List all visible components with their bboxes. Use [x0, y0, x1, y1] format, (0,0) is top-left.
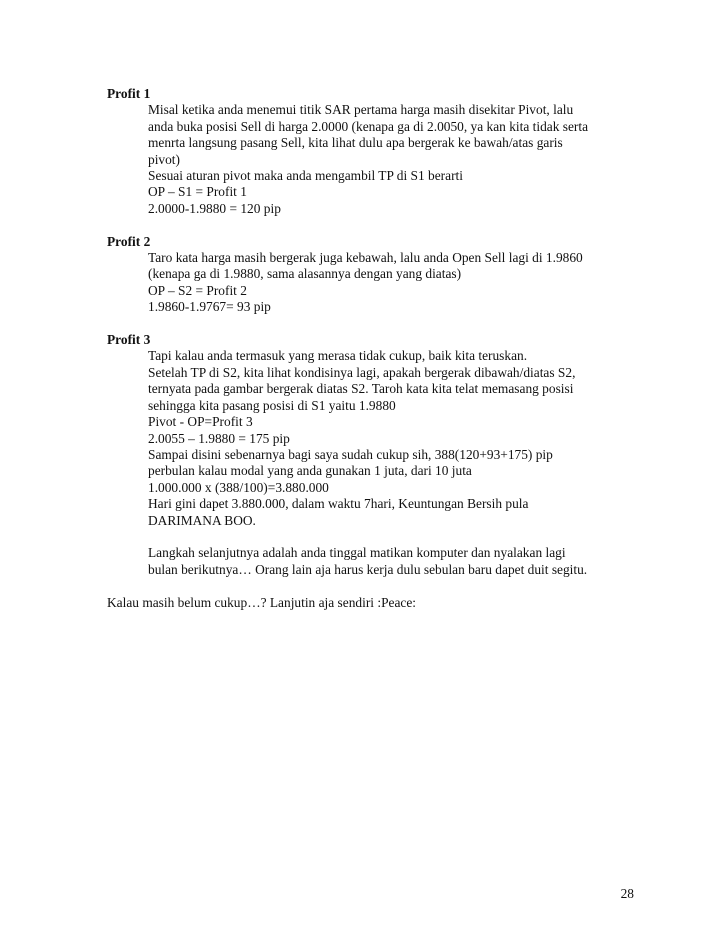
- text-line: Setelah TP di S2, kita lihat kondisinya lagi, apakah bergerak dibawah/diatas S2,: [148, 364, 576, 380]
- section-heading: Profit 3: [107, 332, 151, 348]
- text-line: menrta langsung pasang Sell, kita lihat dulu apa bergerak ke bawah/atas garis: [148, 135, 563, 151]
- result-line: 1.9860-1.9767= 93 pip: [148, 299, 271, 315]
- section-profit-2: [107, 234, 687, 316]
- result-line: 2.0055 – 1.9880 = 175 pip: [148, 430, 290, 446]
- text-line: sehingga kita pasang posisi di S1 yaitu 1.9880: [148, 397, 396, 413]
- section-profit-3: [107, 332, 687, 578]
- formula-line: OP – S1 = Profit 1: [148, 184, 247, 200]
- text-line: (kenapa ga di 1.9880, sama alasannya dengan yang diatas): [148, 266, 462, 282]
- text-line: perbulan kalau modal yang anda gunakan 1 juta, dari 10 juta: [148, 463, 472, 479]
- text-line: DARIMANA BOO.: [148, 512, 256, 528]
- text-line: ternyata pada gambar bergerak diatas S2. Taroh kata kita telat memasang posisi: [148, 381, 574, 397]
- section-heading: Profit 1: [107, 86, 151, 101]
- formula-line: OP – S2 = Profit 2: [148, 282, 247, 298]
- page-number: 28: [620, 886, 634, 901]
- closing-line: Kalau masih belum cukup…? Lanjutin aja sendiri :Peace:: [107, 594, 417, 610]
- text-line: Taro kata harga masih bergerak juga kebawah, lalu anda Open Sell lagi di 1.9860: [148, 250, 583, 266]
- text-line: bulan berikutnya… Orang lain aja harus kerja dulu sebulan baru dapet duit segitu.: [148, 561, 588, 577]
- text-line: pivot): [148, 151, 180, 167]
- formula-line: Pivot - OP=Profit 3: [148, 414, 253, 430]
- page-content: [107, 86, 687, 611]
- text-line: Misal ketika anda menemui titik SAR pertama harga masih disekitar Pivot, lalu: [148, 102, 574, 118]
- formula-line: 1.000.000 x (388/100)=3.880.000: [148, 479, 329, 495]
- text-line: anda buka posisi Sell di harga 2.0000 (kenapa ga di 2.0050, ya kan kita tidak serta: [148, 118, 589, 134]
- section-profit-1: [107, 86, 687, 217]
- text-line: Tapi kalau anda termasuk yang merasa tidak cukup, baik kita teruskan.: [148, 348, 528, 364]
- text-line: Hari gini dapet 3.880.000, dalam waktu 7hari, Keuntungan Bersih pula: [148, 496, 529, 512]
- result-line: 2.0000-1.9880 = 120 pip: [148, 200, 281, 216]
- text-line: Langkah selanjutnya adalah anda tinggal matikan komputer dan nyalakan lagi: [148, 545, 566, 561]
- text-line: Sampai disini sebenarnya bagi saya sudah cukup sih, 388(120+93+175) pip: [148, 446, 553, 462]
- blank-line: [107, 529, 687, 545]
- section-heading: Profit 2: [107, 233, 151, 249]
- text-line: Sesuai aturan pivot maka anda mengambil TP di S1 berarti: [148, 168, 463, 184]
